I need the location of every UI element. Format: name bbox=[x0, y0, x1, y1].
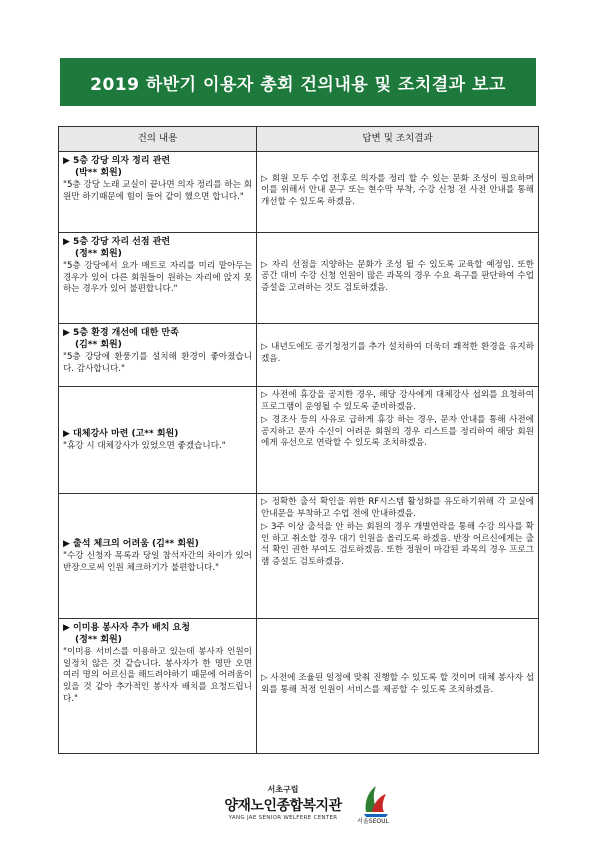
suggestion-title: ▶ 5층 강당 의자 정리 관련 bbox=[63, 156, 171, 166]
org-sub-label: 서초구립 bbox=[267, 785, 299, 794]
answer-text: ▷ 3주 이상 출석을 안 하는 회원의 경우 개별연락을 통해 수강 의사를 확인 하고 취소할 경우 대기 인원을 올리도록 하겠음. 반장 어르신에게는 출석 확인 권한 부여도 검토하겠음. 또한 정원이 마감된 과목의 경우 프로그램 증설도 검토하겠음. bbox=[261, 522, 534, 567]
suggestion-body: "5층 강당에 환풍기를 설치해 환경이 좋아졌습니다. 감사합니다." bbox=[63, 352, 252, 374]
suggestion-author: (김** 회원) bbox=[75, 340, 122, 351]
suggestion-body: "휴강 시 대체강사가 있었으면 좋겠습니다." bbox=[63, 440, 226, 451]
suggestion-body: "5층 강당에서 요가 매트로 자리를 미리 맡아두는 경우가 있어 다른 회원들이 원하는 자리에 앉지 못하는 경우가 있어 불편합니다." bbox=[63, 261, 252, 295]
suggestion-title: ▶ 5층 환경 개선에 대한 만족 bbox=[63, 328, 179, 338]
answer-cell bbox=[257, 233, 539, 324]
table-header-row bbox=[59, 127, 539, 152]
suggestion-title: ▶ 이미용 봉사자 추가 배치 요청 bbox=[63, 623, 190, 633]
answer-text: ▷ 내년도에도 공기청정기를 추가 설치하여 더욱더 쾌적한 환경을 유지하겠음. bbox=[261, 342, 534, 364]
table-row bbox=[59, 619, 539, 754]
suggestion-body: "수강 신청자 목록과 당일 참석자간의 차이가 있어 반장으로써 인원 체크하기가 불편합니다." bbox=[63, 550, 252, 573]
answer-text: ▷ 정확한 출석 확인을 위한 RF시스템 활성화를 유도하기위해 각 교실에 안내문을 부착하고 수업 전에 안내하겠음. bbox=[261, 497, 534, 519]
answer-cell bbox=[257, 324, 539, 387]
table-row bbox=[59, 152, 539, 233]
suggestion-cell bbox=[59, 233, 257, 324]
suggestion-author: (정** 회원) bbox=[75, 249, 122, 260]
suggestion-title: ▶ 5층 강당 자리 선점 관련 bbox=[63, 237, 171, 247]
table-row bbox=[59, 324, 539, 387]
org-name: 양재노인종합복지관 bbox=[224, 798, 342, 814]
answer-cell bbox=[257, 494, 539, 619]
answer-cell bbox=[257, 152, 539, 233]
table-row bbox=[59, 494, 539, 619]
suggestion-title: ▶ 대체강사 마련 (고** 회원) bbox=[63, 428, 179, 439]
answer-cell bbox=[257, 619, 539, 754]
table-row bbox=[59, 387, 539, 494]
suggestion-body: "5층 강당 노래 교실이 끝나면 의자 정리를 하는 회원만 하기때문에 힘이 들어 같이 했으면 합니다." bbox=[63, 180, 253, 202]
table-row bbox=[59, 233, 539, 324]
footer bbox=[0, 780, 595, 830]
org-english-name: YANG JAE SENIOR WELFERE CENTER bbox=[228, 815, 338, 821]
suggestion-cell bbox=[59, 324, 257, 387]
answer-text: ▷ 사전에 휴강을 공지한 경우, 해당 강사에게 대체강사 섭외를 요청하여 프로그램이 운영될 수 있도록 준비하겠음. bbox=[261, 390, 534, 412]
document-title: 2019 하반기 이용자 총회 건의내용 및 조치결과 보고 bbox=[60, 58, 536, 106]
answer-text: ▷ 회원 모두 수업 전후로 의자를 정리 할 수 있는 문화 조성이 필요하며 이를 위해서 안내 문구 또는 현수막 부착, 수강 신청 전 사전 안내를 통해 개선할 수 있도록 하겠음. bbox=[261, 173, 534, 207]
report-table bbox=[58, 126, 539, 754]
answer-text: ▷ 경조사 등의 사유로 급하게 휴강 하는 경우, 문자 안내를 통해 사전에 공지하고 문자 수신이 어려운 회원의 경우 리스트를 정리하여 해당 회원에게 유선으로 연락할 수 있도록 조치하겠음. bbox=[261, 415, 534, 449]
answer-text: ▷ 자리 선점을 지양하는 문화가 조성 될 수 있도록 교육할 예정임. 또한 공간 대비 수강 신청 인원이 많은 과목의 경우 수요 욕구를 판단하여 수업 증설을 고려하는 것도 검토하겠음. bbox=[261, 259, 534, 293]
answer-cell bbox=[257, 387, 539, 494]
suggestion-title: ▶ 출석 체크의 어려움 (김** 회원) bbox=[63, 538, 199, 549]
suggestion-body: "이미용 서비스를 이용하고 있는데 봉사자 인원이 일정치 않은 것 같습니다. 봉사자가 한 명만 오면 여러 명의 어르신을 해드려야하기 때문에 어려움이 있을 것 같아 추가적인 봉사자 배치를 요청드립니다." bbox=[63, 647, 252, 704]
suggestion-cell bbox=[59, 494, 257, 619]
seoul-wordmark: 서울SEOUL bbox=[357, 818, 389, 825]
header-answer: 답변 및 조치결과 bbox=[257, 127, 539, 152]
header-suggestion: 건의 내용 bbox=[59, 127, 257, 152]
suggestion-cell bbox=[59, 152, 257, 233]
suggestion-cell bbox=[59, 619, 257, 754]
suggestion-author: (박** 회원) bbox=[75, 168, 122, 179]
suggestion-cell bbox=[59, 387, 257, 494]
answer-text: ▷ 사전에 조율된 일정에 맞춰 진행할 수 있도록 할 것이며 대체 봉사자 섭외를 통해 적정 인원이 서비스를 제공할 수 있도록 조치하겠음. bbox=[261, 673, 534, 695]
suggestion-author: (정** 회원) bbox=[75, 635, 122, 646]
org-logo bbox=[208, 784, 358, 821]
